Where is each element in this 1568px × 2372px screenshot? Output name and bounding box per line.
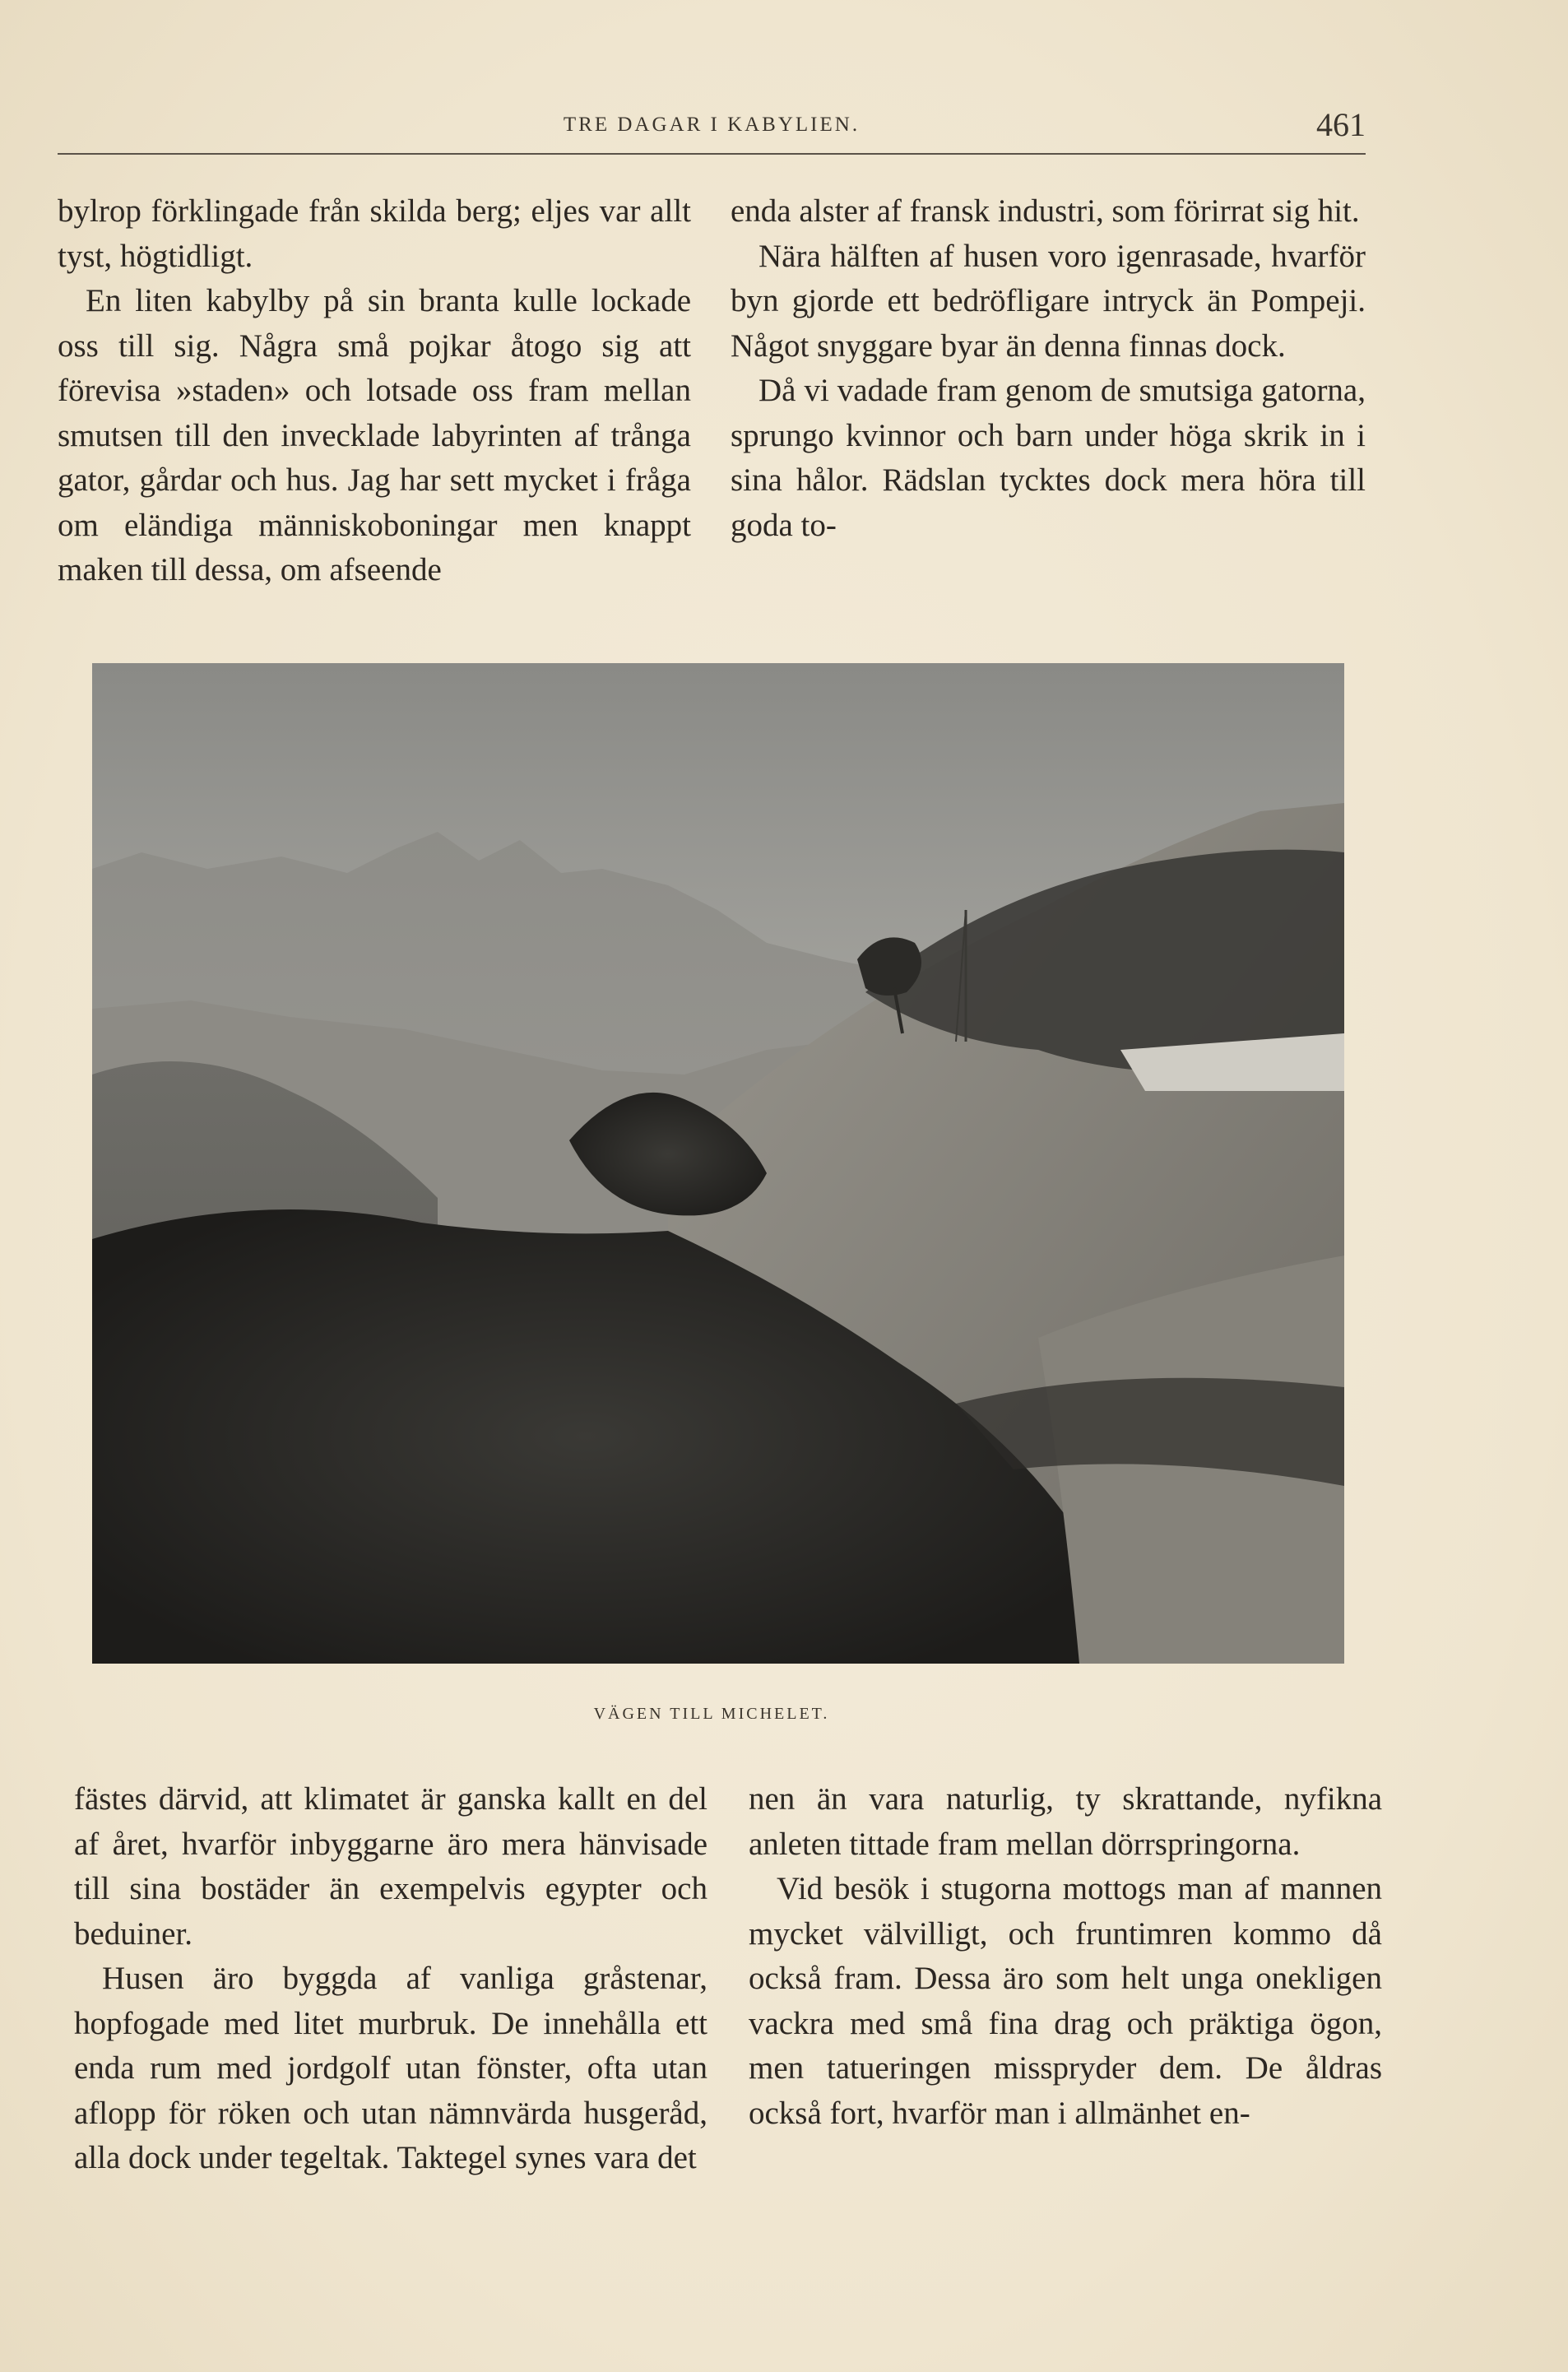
photo-illustration [92, 663, 1344, 1664]
column-top-right [731, 189, 1366, 548]
header-rule [58, 153, 1366, 155]
paragraph: bylrop förklingade från skilda berg; eljes var allt tyst, högtidligt. [58, 193, 691, 274]
landscape-photograph [92, 663, 1344, 1664]
paragraph: nen än vara naturlig, ty skrattande, nyfikna anleten tittade fram mellan dörrspringorna. [749, 1781, 1382, 1862]
column-bottom-right [749, 1777, 1382, 2136]
column-bottom-left [74, 1777, 707, 2181]
paragraph: Vid besök i stugorna mottogs man af mannen mycket välvilligt, och fruntimren kommo då också fram. Dessa äro som helt unga onekligen vackra med små fina drag och präktiga ögon, men tatueringen misspryder dem. De åldras också fort, hvarför man i allmänhet en- [749, 1871, 1382, 2131]
paragraph: Nära hälften af husen voro igenrasade, hvarför byn gjorde ett bedröfligare intryck än Pompeji. Något snyggare byar än denna finnas dock. [731, 238, 1366, 364]
paragraph: enda alster af fransk industri, som förirrat sig hit. [731, 193, 1360, 229]
figure-caption: VÄGEN TILL MICHELET. [593, 1705, 830, 1723]
running-title: TRE DAGAR I KABYLIEN. [563, 114, 861, 136]
page-header [58, 105, 1366, 163]
paragraph: Husen äro byggda af vanliga gråstenar, hopfogade med litet murbruk. De innehålla ett enda rum med jordgolf utan fönster, ofta utan aflopp för röken och utan nämnvärda husgeråd, alla dock under tegeltak. Taktegel synes vara det [74, 1961, 707, 2175]
paragraph: Då vi vadade fram genom de smutsiga gatorna, sprungo kvinnor och barn under höga skrik in i sina hålor. Rädslan tycktes dock mera höra till goda to- [731, 373, 1366, 543]
paragraph: fästes därvid, att klimatet är ganska kallt en del af året, hvarför inbyggarne äro mera hänvisade till sina bostäder än exempelvis egypter och beduiner. [74, 1781, 707, 1952]
paragraph: En liten kabylby på sin branta kulle lockade oss till sig. Några små pojkar åtogo sig att förevisa »staden» och lotsade oss fram mellan smutsen till den invecklade labyrinten af trånga gator, gårdar och hus. Jag har sett mycket i fråga om eländiga människoboningar men knappt maken till dessa, om afseende [58, 283, 691, 587]
column-top-left [58, 189, 691, 593]
page-number: 461 [1316, 106, 1366, 143]
